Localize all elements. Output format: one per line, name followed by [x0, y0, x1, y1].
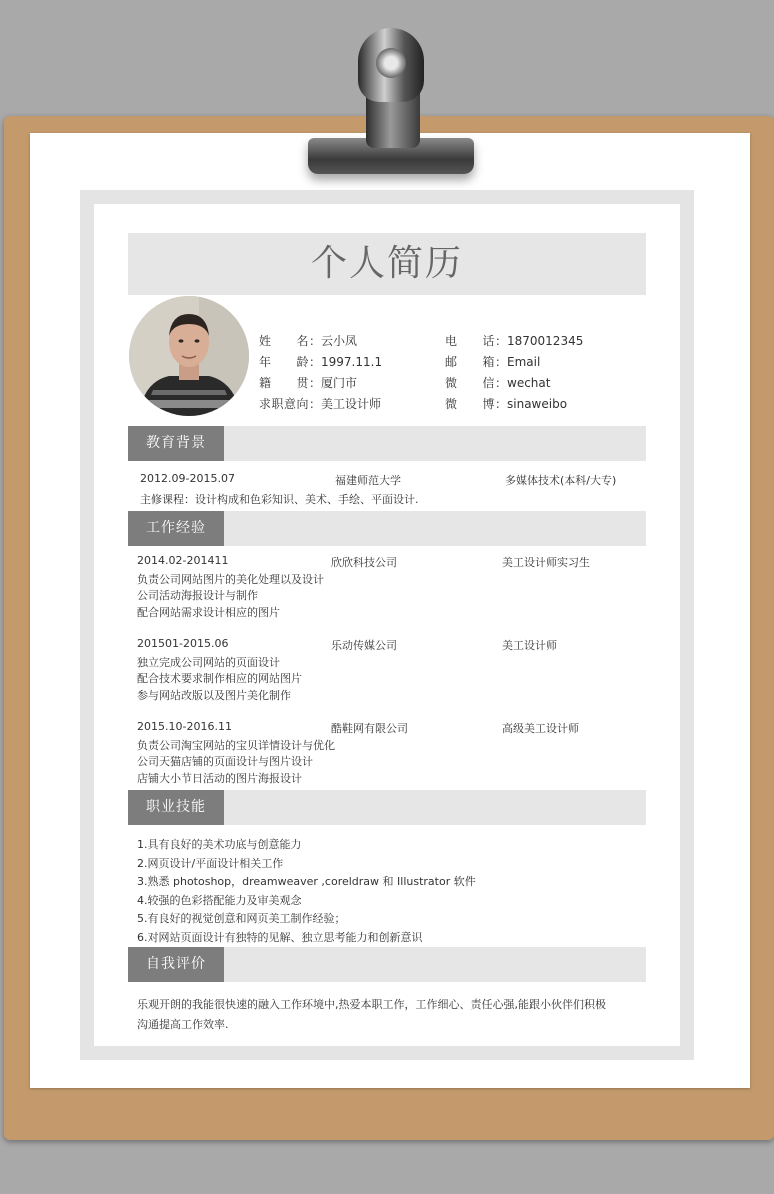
info-age: 年 龄：1997.11.1 [259, 355, 383, 369]
self-eval-line: 沟通提高工作效率. [137, 1018, 229, 1031]
job-3-duty: 店铺大小节日活动的图片海报设计 [137, 772, 302, 785]
job-3-duty: 负责公司淘宝网站的宝贝详情设计与优化 [137, 739, 335, 752]
education-period: 2012.09-2015.07 [140, 472, 235, 485]
job-2-duty: 独立完成公司网站的页面设计 [137, 656, 280, 669]
skills-section-header [128, 790, 646, 825]
job-2-duty: 配合技术要求制作相应的网站图片 [137, 672, 302, 685]
info-weibo: 微 博：sinaweibo [445, 397, 568, 411]
skill-item: 4.较强的色彩搭配能力及审美观念 [137, 894, 302, 907]
skill-item: 5.有良好的视觉创意和网页美工制作经验； [137, 912, 346, 925]
info-phone: 电 话：1870012345 [445, 334, 584, 348]
self-eval-line: 乐观开朗的我能很快速的融入工作环境中,热爱本职工作，工作细心、责任心强,能跟小伙伴们积极 [137, 998, 606, 1011]
skill-item: 6.对网站页面设计有独特的见解、独立思考能力和创新意识 [137, 931, 423, 944]
job-1-position: 美工设计师实习生 [502, 556, 590, 569]
education-heading: 教育背景 [128, 426, 224, 461]
clip-hole [376, 48, 406, 78]
job-1-period: 2014.02-201411 [137, 554, 229, 567]
person-photo-icon [129, 296, 249, 416]
job-2-period: 201501-2015.06 [137, 637, 229, 650]
job-1-duty: 公司活动海报设计与制作 [137, 589, 258, 602]
job-1-company: 欣欣科技公司 [331, 556, 397, 569]
job-3-duty: 公司天猫店铺的页面设计与图片设计 [137, 755, 313, 768]
job-2-company: 乐动传媒公司 [331, 639, 397, 652]
education-major: 多媒体技术(本科/大专) [505, 474, 617, 487]
job-1-duty: 配合网站需求设计相应的图片 [137, 606, 280, 619]
work-heading: 工作经验 [128, 511, 224, 546]
info-name: 姓 名：云小凤 [259, 334, 358, 348]
education-section-header [128, 426, 646, 461]
job-3-period: 2015.10-2016.11 [137, 720, 232, 733]
info-wechat: 微 信：wechat [445, 376, 551, 390]
job-1-duty: 负责公司网站图片的美化处理以及设计 [137, 573, 324, 586]
info-hometown: 籍 贯：厦门市 [259, 376, 358, 390]
skill-item: 2.网页设计/平面设计相关工作 [137, 857, 284, 870]
skill-item: 3.熟悉 photoshop，dreamweaver ,coreldraw 和 Illustrator 软件 [137, 875, 476, 888]
education-courses: 主修课程：设计构成和色彩知识、美术、手绘、平面设计. [140, 493, 419, 506]
work-section-header [128, 511, 646, 546]
self-eval-section-header [128, 947, 646, 982]
job-2-position: 美工设计师 [502, 639, 557, 652]
job-3-position: 高级美工设计师 [502, 722, 579, 735]
skill-item: 1.具有良好的美术功底与创意能力 [137, 838, 302, 851]
info-objective: 求职意向：美工设计师 [259, 397, 382, 411]
job-2-duty: 参与网站改版以及图片美化制作 [137, 689, 291, 702]
avatar [129, 296, 249, 416]
education-school: 福建师范大学 [335, 474, 401, 487]
self-eval-heading: 自我评价 [128, 947, 224, 982]
skills-heading: 职业技能 [128, 790, 224, 825]
job-3-company: 酷鞋网有限公司 [331, 722, 408, 735]
info-email: 邮 箱：Email [445, 355, 541, 369]
page-title: 个人简历 [128, 233, 646, 295]
